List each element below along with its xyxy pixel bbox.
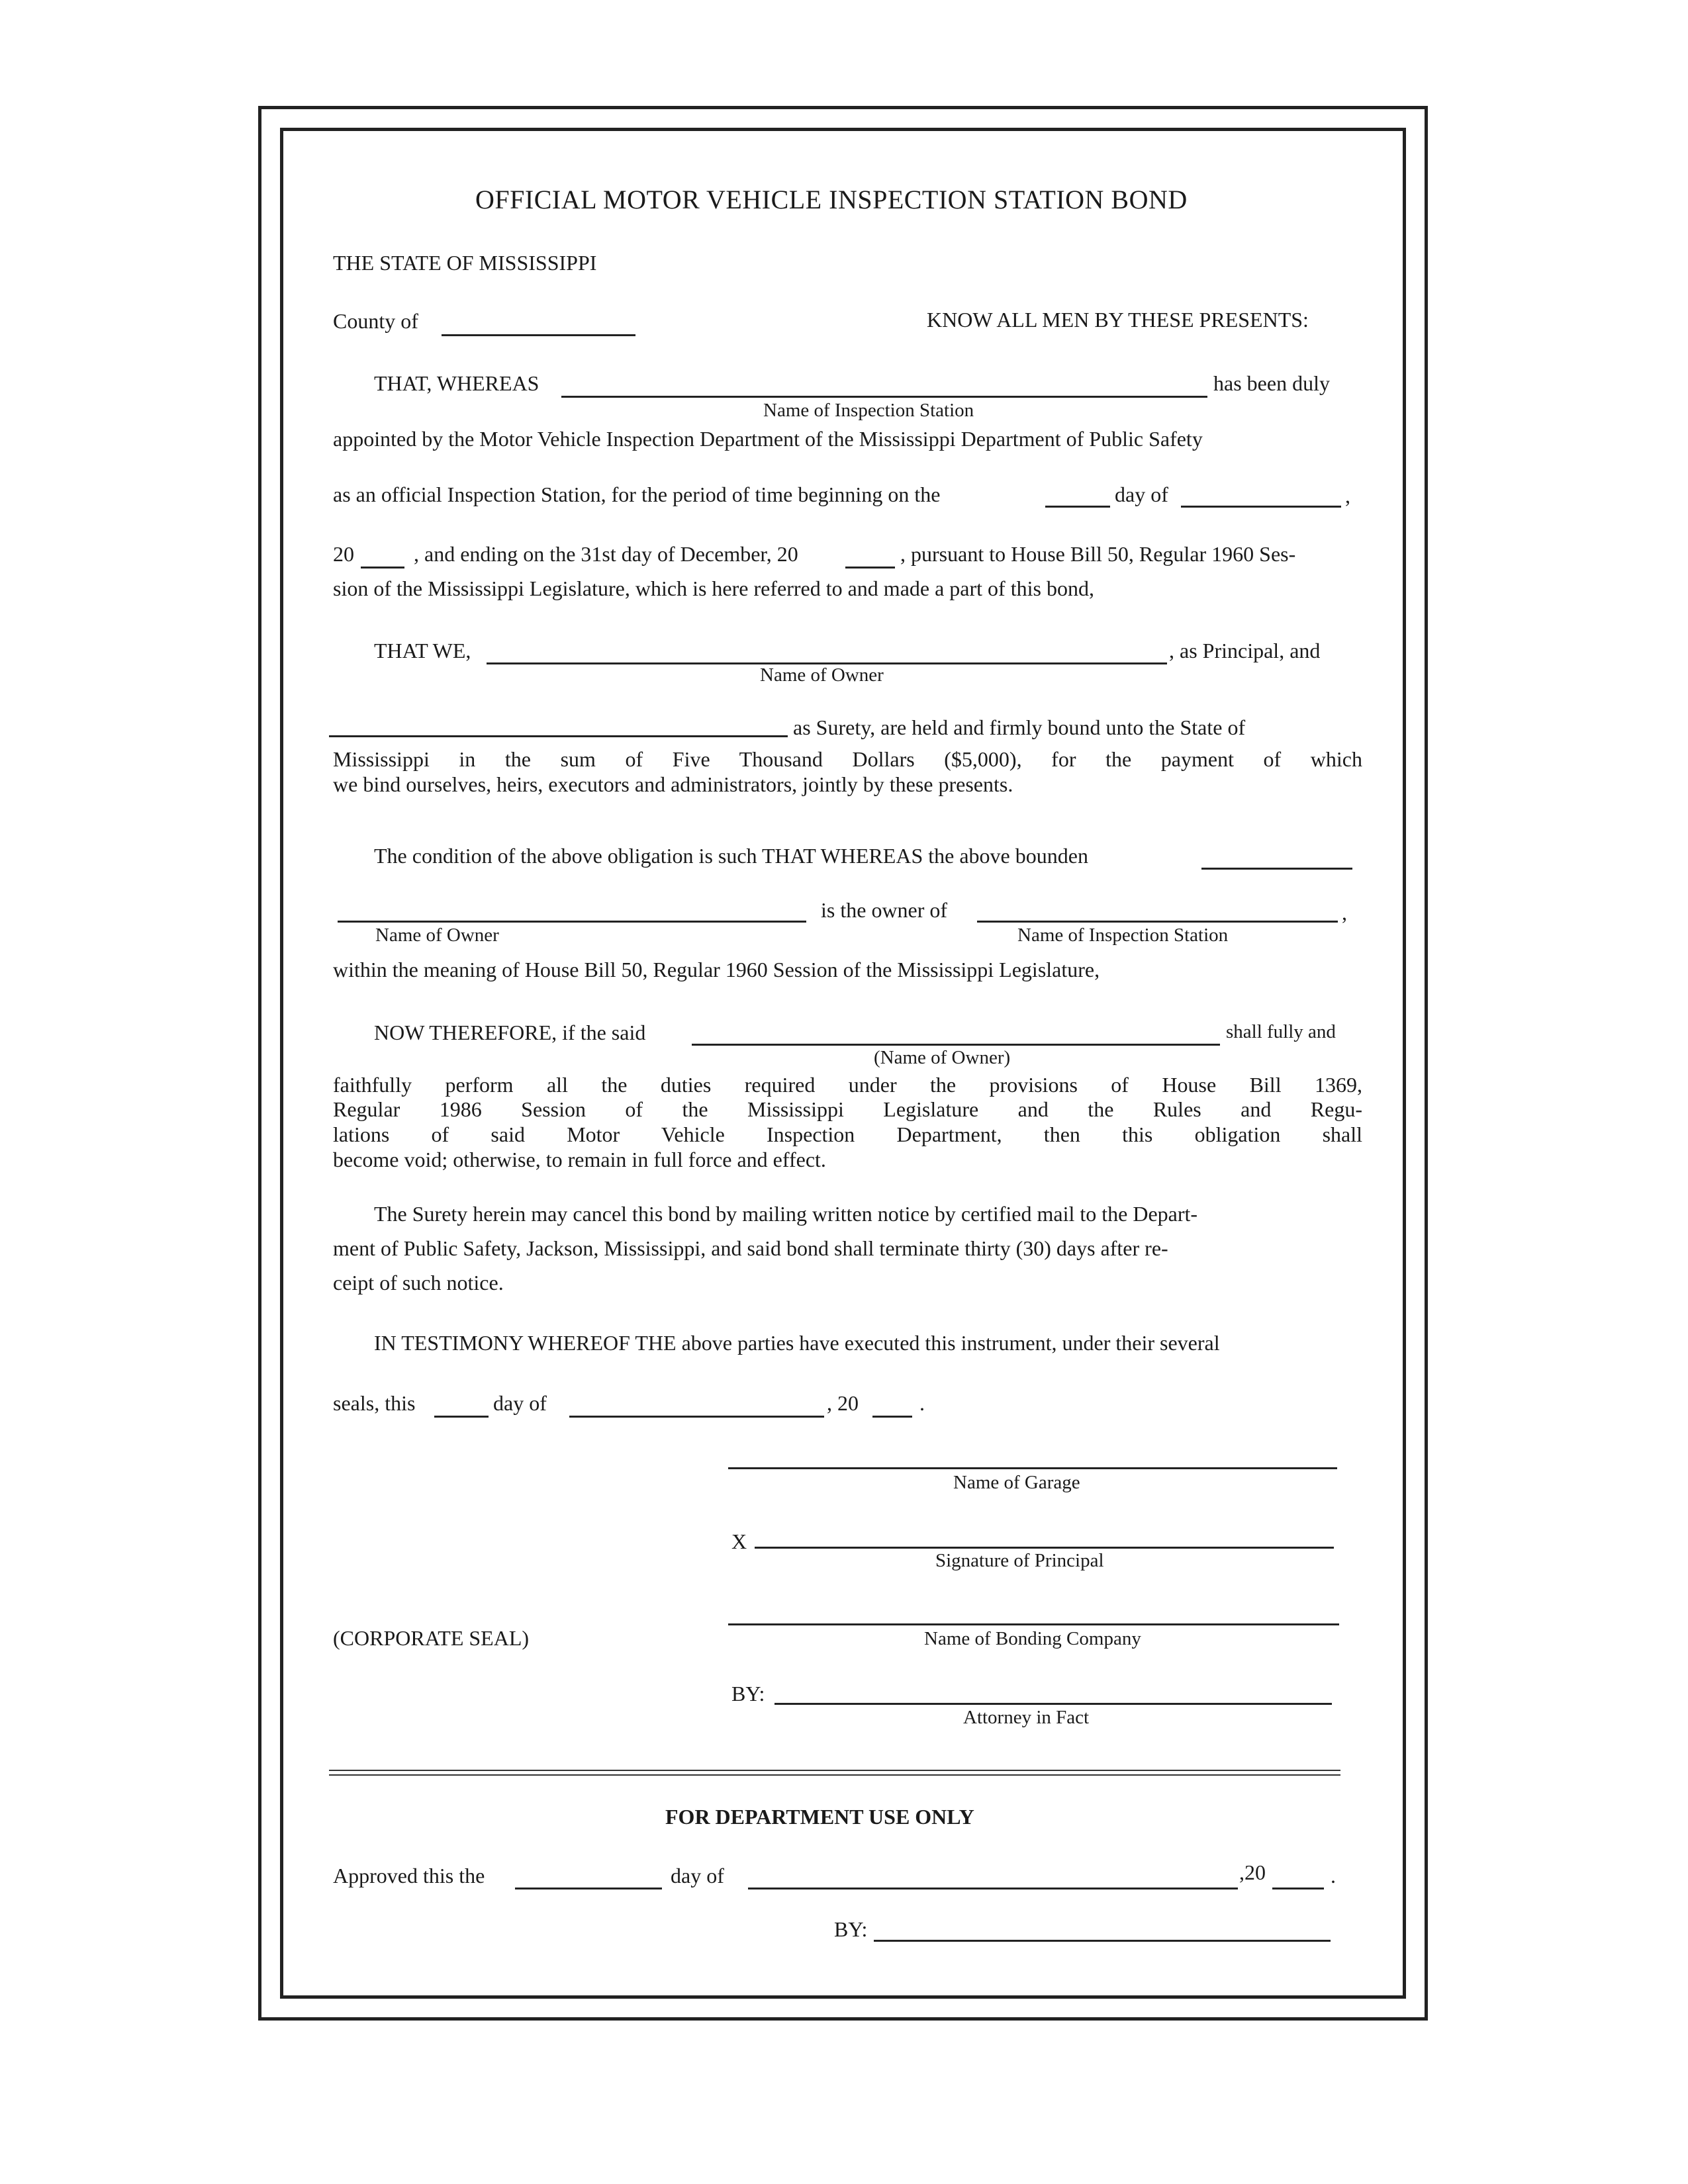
now-therefore: NOW THEREFORE, if the said xyxy=(374,1021,646,1044)
whereas-label: THAT, WHEREAS xyxy=(374,371,539,395)
condition-text: The condition of the above obligation is such THAT WHEREAS the above bounden xyxy=(374,844,1088,868)
inspection-station-field[interactable] xyxy=(561,396,1207,398)
owner-field-2[interactable] xyxy=(338,921,806,923)
period-2: . xyxy=(1331,1864,1336,1888)
begin-day-field[interactable] xyxy=(1045,506,1110,508)
session-line: sion of the Mississippi Legislature, which is here referred to and made a part of this bond, xyxy=(333,576,1094,600)
corporate-seal: (CORPORATE SEAL) xyxy=(333,1626,530,1650)
begin-month-field[interactable] xyxy=(1181,506,1341,508)
day-of-label-2: day of xyxy=(493,1391,547,1415)
cancel-line-2: ment of Public Safety, Jackson, Mississippi, and said bond shall terminate thirty (30) days after re- xyxy=(333,1236,1168,1260)
approved-month-field[interactable] xyxy=(748,1888,1238,1889)
cancel-line-3: ceipt of such notice. xyxy=(333,1271,504,1295)
department-divider xyxy=(329,1770,1340,1776)
county-label: County of xyxy=(333,309,418,333)
form-title: OFFICIAL MOTOR VEHICLE INSPECTION STATION BOND xyxy=(475,185,1188,214)
surety-field[interactable] xyxy=(329,735,788,737)
comma-1: , xyxy=(1345,484,1350,508)
perform-line-2: Regular 1986 Session of the Mississippi Legislature and the Rules and Regu- xyxy=(333,1097,1362,1121)
has-been-duly: has been duly xyxy=(1213,371,1330,395)
appointed-line: appointed by the Motor Vehicle Inspection Department of the Mississippi Department of Public Safety xyxy=(333,427,1203,451)
owner-caption-1: Name of Owner xyxy=(760,664,884,686)
seals-this: seals, this xyxy=(333,1391,416,1415)
bounden-field[interactable] xyxy=(1201,868,1352,870)
seal-day-field[interactable] xyxy=(434,1416,489,1418)
x-mark: X xyxy=(731,1529,747,1553)
approved-year-field[interactable] xyxy=(1272,1888,1324,1889)
principal-signature-field[interactable] xyxy=(755,1547,1334,1549)
owner-caption-2: Name of Owner xyxy=(375,925,499,946)
surety-line-2: Mississippi in the sum of Five Thousand Dollars ($5,000), for the payment of which xyxy=(333,747,1362,771)
attorney-field[interactable] xyxy=(774,1703,1332,1705)
testimony-text: IN TESTIMONY WHEREOF THE above parties have executed this instrument, under their several xyxy=(374,1331,1220,1355)
within-meaning: within the meaning of House Bill 50, Regular 1960 Session of the Mississippi Legislature, xyxy=(333,958,1100,981)
said-owner-field[interactable] xyxy=(692,1044,1220,1046)
that-we-label: THAT WE, xyxy=(374,639,471,662)
by-label-2: BY: xyxy=(834,1917,868,1941)
owner-caption-paren: (Name of Owner) xyxy=(874,1047,1011,1068)
is-owner-of: is the owner of xyxy=(821,898,948,922)
comma-2: , xyxy=(1342,901,1347,925)
approved-day-field[interactable] xyxy=(515,1888,662,1889)
end-year-field[interactable] xyxy=(845,567,895,569)
official-station-text: as an official Inspection Station, for the period of time beginning on the xyxy=(333,482,941,506)
perform-line-1: faithfully perform all the duties required under the provisions of House Bill 1369, xyxy=(333,1073,1362,1097)
cancel-line-1: The Surety herein may cancel this bond by mailing written notice by certified mail to the Depart- xyxy=(374,1202,1198,1226)
attorney-caption: Attorney in Fact xyxy=(963,1707,1090,1728)
station-field-2[interactable] xyxy=(977,921,1338,923)
seal-month-field[interactable] xyxy=(569,1416,824,1418)
period-1: . xyxy=(919,1391,925,1415)
station-caption: Name of Inspection Station xyxy=(763,400,974,421)
county-field[interactable] xyxy=(442,334,635,336)
signature-caption: Signature of Principal xyxy=(935,1550,1104,1571)
state-heading: THE STATE OF MISSISSIPPI xyxy=(333,251,597,275)
bonding-company-field[interactable] xyxy=(728,1623,1339,1625)
know-all-men: KNOW ALL MEN BY THESE PRESENTS: xyxy=(927,308,1309,332)
year-prefix-1: 20 xyxy=(333,542,354,566)
department-signature-field[interactable] xyxy=(874,1940,1331,1942)
garage-caption: Name of Garage xyxy=(953,1472,1080,1493)
as-surety: as Surety, are held and firmly bound unto the State of xyxy=(793,715,1246,739)
comma-20-b: ,20 xyxy=(1239,1860,1266,1884)
seal-year-field[interactable] xyxy=(872,1416,912,1418)
day-of-label-3: day of xyxy=(671,1864,724,1888)
day-of-label: day of xyxy=(1115,482,1168,506)
perform-line-3: lations of said Motor Vehicle Inspection Department, then this obligation shall xyxy=(333,1122,1362,1146)
as-principal: , as Principal, and xyxy=(1169,639,1321,662)
comma-20: , 20 xyxy=(827,1391,859,1415)
shall-fully: shall fully and xyxy=(1226,1021,1336,1042)
surety-line-3: we bind ourselves, heirs, executors and administrators, jointly by these presents. xyxy=(333,772,1013,796)
approved-this: Approved this the xyxy=(333,1864,485,1888)
begin-year-field[interactable] xyxy=(361,567,404,569)
garage-name-field[interactable] xyxy=(728,1467,1337,1469)
by-label-1: BY: xyxy=(731,1682,765,1706)
ending-text: , and ending on the 31st day of December, 20 xyxy=(414,542,798,566)
perform-line-4: become void; otherwise, to remain in full force and effect. xyxy=(333,1148,826,1171)
pursuant-text: , pursuant to House Bill 50, Regular 1960 Ses- xyxy=(900,542,1296,566)
department-use-heading: FOR DEPARTMENT USE ONLY xyxy=(665,1805,974,1829)
station-caption-2: Name of Inspection Station xyxy=(1017,925,1229,946)
bonding-caption: Name of Bonding Company xyxy=(924,1628,1141,1649)
